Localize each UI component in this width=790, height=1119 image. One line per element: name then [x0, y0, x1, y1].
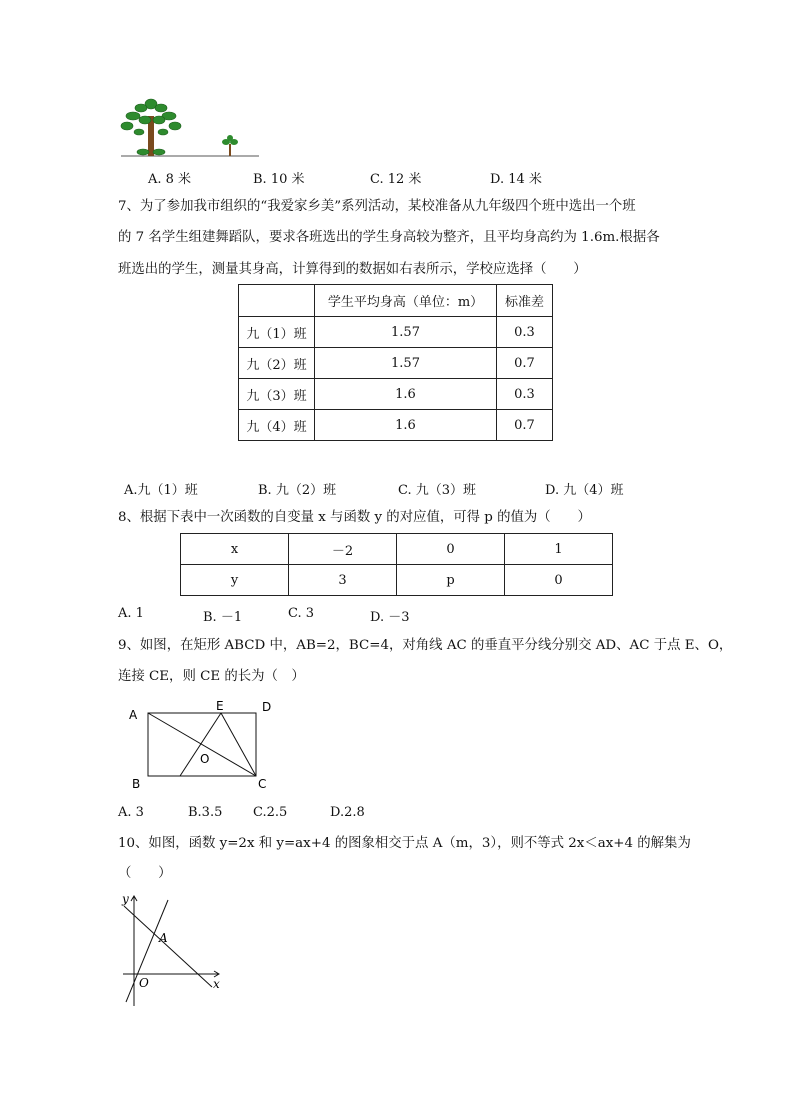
q8-table	[180, 533, 613, 596]
q7-table	[238, 284, 553, 441]
q8-option-d: D. －3	[370, 610, 410, 625]
q8-cell: 3	[289, 565, 397, 596]
q7-cell: 0.7	[497, 410, 553, 441]
q6-option-a: A. 8 米	[148, 172, 192, 187]
label-d: D	[262, 700, 272, 714]
q7-line-2: 的 7 名学生组建舞蹈队，要求各班选出的学生身高较为整齐，且平均身高约为 1.6m.根据各	[118, 230, 660, 245]
q8-cell: 0	[397, 534, 505, 565]
q7-cell: 1.57	[315, 317, 497, 348]
label-e: E	[216, 699, 224, 713]
label-x: x	[213, 977, 220, 991]
tree-figure	[115, 96, 265, 160]
q6-option-b: B. 10 米	[253, 172, 305, 187]
q6-option-c: C. 12 米	[370, 172, 422, 187]
q7-cell: 九（2）班	[239, 348, 315, 379]
function-graph-figure	[115, 888, 235, 1008]
q8-cell: 0	[505, 565, 613, 596]
q9-option-c: C.2.5	[253, 805, 288, 820]
label-a-point: A	[159, 931, 168, 945]
label-b: B	[132, 777, 141, 791]
q8-option-a: A. 1	[118, 606, 144, 621]
q9-line-1: 9、如图，在矩形 ABCD 中，AB=2，BC=4，对角线 AC 的垂直平分线分别交 AD、AC 于点 E、O，	[118, 638, 733, 653]
q7-line-1: 7、为了参加我市组织的“我爱家乡美”系列活动，某校准备从九年级四个班中选出一个班	[118, 199, 636, 214]
label-a: A	[129, 708, 138, 722]
q7-header-empty	[239, 285, 315, 317]
label-c: C	[258, 777, 267, 791]
q8-cell: y	[181, 565, 289, 596]
q7-header-height: 学生平均身高（单位：m）	[315, 285, 497, 317]
q7-line-3: 班选出的学生，测量其身高，计算得到的数据如右表所示，学校应选择（ ）	[118, 262, 587, 277]
q8-option-b: B. －1	[203, 610, 243, 625]
q9-line-2: 连接 CE，则 CE 的长为（ ）	[118, 669, 305, 684]
q7-header-std: 标准差	[497, 285, 553, 317]
rectangle-figure	[120, 696, 280, 796]
q9-option-d: D.2.8	[330, 805, 365, 820]
q8-option-c: C. 3	[288, 606, 315, 621]
q8-cell: x	[181, 534, 289, 565]
q7-option-d: D. 九（4）班	[545, 483, 624, 498]
q7-cell: 1.57	[315, 348, 497, 379]
q10-line-2: （ ）	[118, 866, 172, 881]
q7-option-a: A.九（1）班	[124, 483, 198, 498]
q6-option-d: D. 14 米	[490, 172, 542, 187]
q7-cell: 0.3	[497, 317, 553, 348]
label-origin: O	[139, 976, 149, 990]
q7-cell: 九（4）班	[239, 410, 315, 441]
q7-cell: 九（1）班	[239, 317, 315, 348]
q8-cell: p	[397, 565, 505, 596]
q8-cell: 1	[505, 534, 613, 565]
q9-option-a: A. 3	[118, 805, 144, 820]
q7-cell: 0.3	[497, 379, 553, 410]
q10-line-1: 10、如图，函数 y=2x 和 y=ax+4 的图象相交于点 A（m，3），则不等式 2x＜ax+4 的解集为	[118, 836, 691, 851]
q7-cell: 九（3）班	[239, 379, 315, 410]
q7-option-c: C. 九（3）班	[398, 483, 477, 498]
q7-cell: 1.6	[315, 410, 497, 441]
q8-cell: －2	[289, 534, 397, 565]
q7-option-b: B. 九（2）班	[258, 483, 337, 498]
label-o: O	[200, 752, 210, 766]
q7-cell: 1.6	[315, 379, 497, 410]
q9-option-b: B.3.5	[188, 805, 223, 820]
label-y: y	[122, 892, 129, 906]
q7-cell: 0.7	[497, 348, 553, 379]
q8-line: 8、根据下表中一次函数的自变量 x 与函数 y 的对应值，可得 p 的值为（ ）	[118, 510, 591, 525]
